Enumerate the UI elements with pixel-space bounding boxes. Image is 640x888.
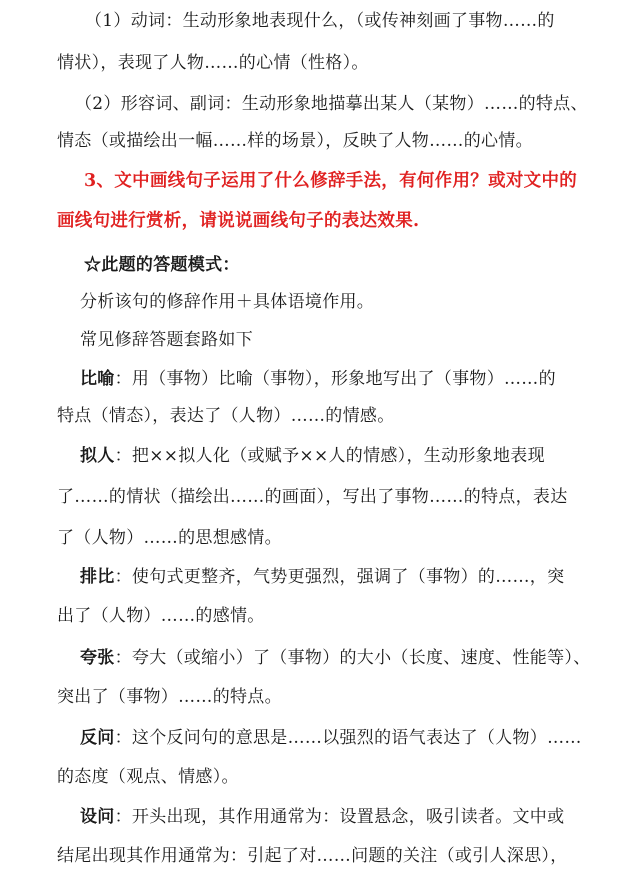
personification-term: 拟人 — [80, 446, 115, 466]
parallelism-line-2: 出了（人物）……的感情。 — [57, 606, 265, 626]
rhetorical-text-1: ：这个反问句的意思是……以强烈的语气表达了（人物）…… — [114, 728, 582, 748]
metaphor-line-1 — [80, 368, 556, 390]
suspense-line-1 — [80, 806, 564, 828]
pattern-title: ☆此题的答题模式： — [84, 255, 240, 275]
hyperbole-text-1: ：夸大（或缩小）了（事物）的大小（长度、速度、性能等）、 — [114, 648, 591, 668]
pattern-intro: 常见修辞答题套路如下 — [80, 330, 253, 350]
hyperbole-term: 夸张 — [80, 648, 115, 668]
parallelism-line-1 — [80, 566, 564, 588]
question-line-1: 3、文中画线句子运用了什么修辞手法，有何作用？或对文中的 — [84, 171, 578, 191]
metaphor-text-1: ：用（事物）比喻（事物），形象地写出了（事物）……的 — [114, 369, 556, 389]
personification-line-3: 了（人物）……的思想感情。 — [57, 528, 282, 548]
parallelism-term: 排比 — [80, 567, 115, 587]
personification-line-2: 了……的情状（描绘出……的画面），写出了事物……的特点，表达 — [57, 487, 568, 507]
adj-line-2: 情态（或描绘出一幅……样的场景），反映了人物……的心情。 — [57, 131, 533, 151]
hyperbole-line-2: 突出了（事物）……的特点。 — [57, 687, 282, 707]
personification-text-1: ：把××拟人化（或赋予××人的情感），生动形象地表现 — [114, 446, 545, 466]
hyperbole-line-1 — [80, 647, 591, 669]
verb-line-2: 情状），表现了人物……的心情（性格）。 — [57, 53, 369, 73]
suspense-term: 设问 — [80, 807, 115, 827]
suspense-text-1: ：开头出现，其作用通常为：设置悬念，吸引读者。文中或 — [114, 807, 565, 827]
pattern-formula: 分析该句的修辞作用＋具体语境作用。 — [80, 292, 375, 312]
rhetorical-line-2: 的态度（观点、情感）。 — [57, 767, 239, 787]
question-line-2: 画线句进行赏析，请说说画线句子的表达效果. — [57, 211, 420, 231]
rhetorical-line-1 — [80, 727, 582, 749]
verb-line-1: （1）动词：生动形象地表现什么，（或传神刻画了事物……的 — [85, 11, 555, 31]
personification-line-1 — [80, 445, 545, 467]
adj-line-1: （2）形容词、副词：生动形象地描摹出某人（某物）……的特点、 — [75, 94, 588, 114]
rhetorical-term: 反问 — [80, 728, 115, 748]
suspense-line-2: 结尾出现其作用通常为：引起了对……问题的关注（或引人深思）， — [57, 846, 568, 866]
metaphor-term: 比喻 — [80, 369, 115, 389]
metaphor-line-2: 特点（情态），表达了（人物）……的情感。 — [57, 406, 395, 426]
parallelism-text-1: ：使句式更整齐，气势更强烈，强调了（事物）的……，突 — [114, 567, 565, 587]
